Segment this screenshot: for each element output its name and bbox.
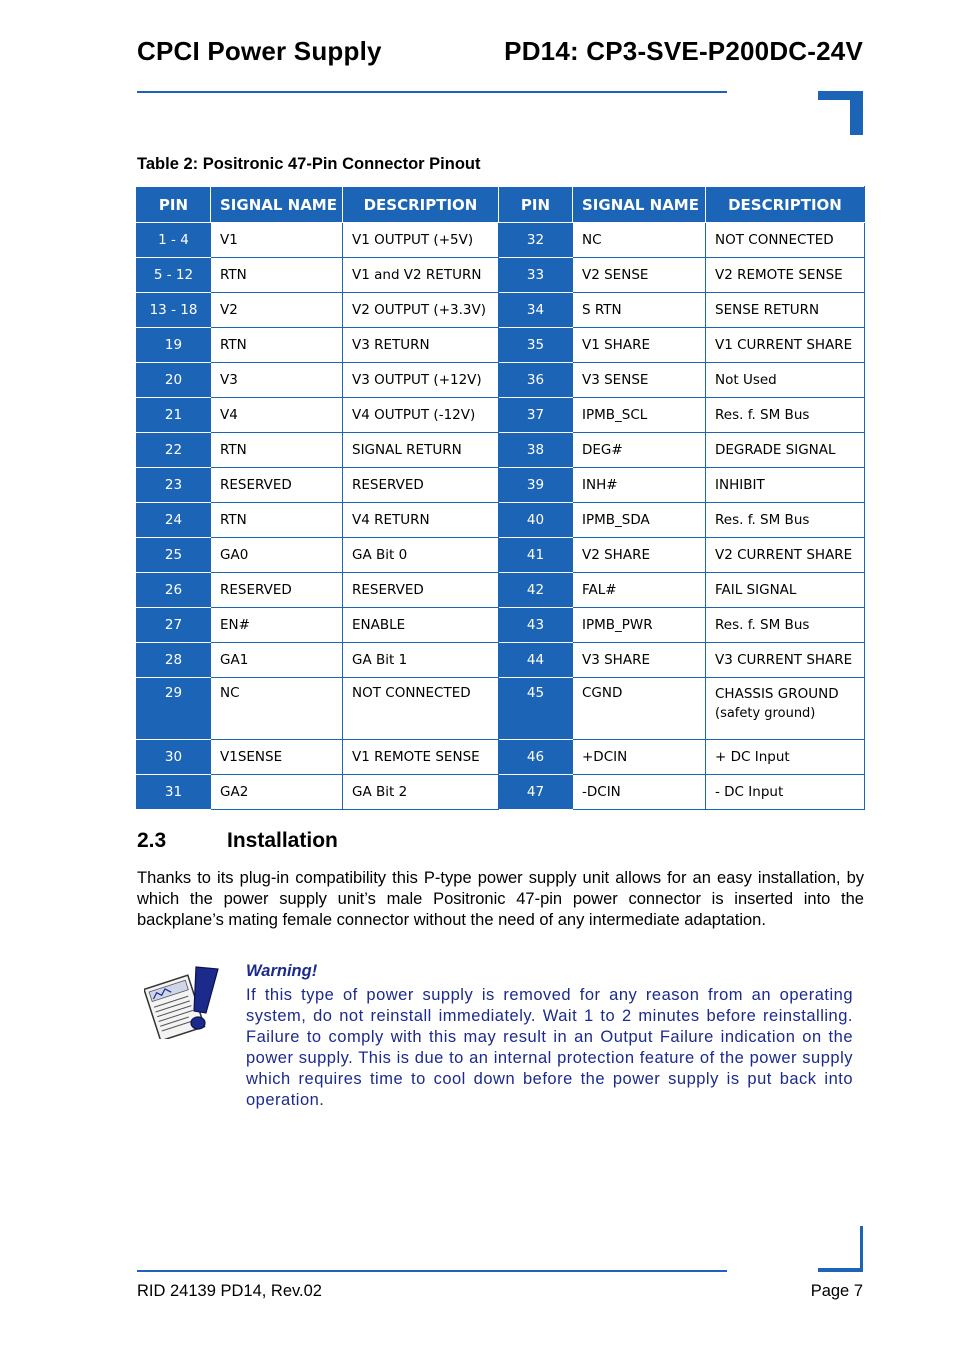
pin-cell: 5 - 12 [137, 258, 211, 293]
description-cell: Res. f. SM Bus [706, 398, 865, 433]
column-header: DESCRIPTION [343, 187, 499, 223]
pinout-table [136, 186, 865, 810]
signal-name-cell: V3 SENSE [573, 363, 706, 398]
corner-mark-bottom [818, 1268, 863, 1272]
pin-cell: 45 [499, 678, 573, 740]
description-cell: GA Bit 1 [343, 643, 499, 678]
table-row [137, 775, 865, 810]
description-cell [706, 678, 865, 740]
pin-cell: 32 [499, 223, 573, 258]
column-header: PIN [137, 187, 211, 223]
pin-cell: 26 [137, 573, 211, 608]
description-cell: SIGNAL RETURN [343, 433, 499, 468]
signal-name-cell: V1 SHARE [573, 328, 706, 363]
description-cell: V3 OUTPUT (+12V) [343, 363, 499, 398]
description-main: CHASSIS GROUND [715, 686, 839, 702]
pin-cell: 20 [137, 363, 211, 398]
signal-name-cell: DEG# [573, 433, 706, 468]
signal-name-cell: FAL# [573, 573, 706, 608]
pin-cell: 27 [137, 608, 211, 643]
table-row [137, 678, 865, 740]
pin-cell: 25 [137, 538, 211, 573]
header-rule [137, 91, 727, 93]
pin-cell: 29 [137, 678, 211, 740]
table-row [137, 433, 865, 468]
header-left-title: CPCI Power Supply [137, 36, 382, 66]
description-cell: V1 OUTPUT (+5V) [343, 223, 499, 258]
signal-name-cell: RTN [211, 433, 343, 468]
table-row [137, 468, 865, 503]
table-caption: Table 2: Positronic 47-Pin Connector Pinout [137, 155, 481, 173]
pin-cell: 39 [499, 468, 573, 503]
description-cell: NOT CONNECTED [343, 678, 499, 740]
description-cell: V2 CURRENT SHARE [706, 538, 865, 573]
pin-cell: 42 [499, 573, 573, 608]
pin-cell: 36 [499, 363, 573, 398]
table-row [137, 258, 865, 293]
description-note: (safety ground) [715, 706, 816, 721]
pin-cell: 23 [137, 468, 211, 503]
warning-document-icon [144, 963, 222, 1039]
table-row [137, 740, 865, 775]
signal-name-cell: GA2 [211, 775, 343, 810]
signal-name-cell: GA1 [211, 643, 343, 678]
signal-name-cell: CGND [573, 678, 706, 740]
pin-cell: 38 [499, 433, 573, 468]
pin-cell: 47 [499, 775, 573, 810]
table-row [137, 223, 865, 258]
column-header: SIGNAL NAME [211, 187, 343, 223]
footer-page-number: Page 7 [810, 1282, 863, 1300]
pin-cell: 41 [499, 538, 573, 573]
pin-cell: 46 [499, 740, 573, 775]
pin-cell: 31 [137, 775, 211, 810]
description-cell: V1 REMOTE SENSE [343, 740, 499, 775]
table-row [137, 608, 865, 643]
warning-title: Warning! [246, 962, 318, 980]
description-cell: Res. f. SM Bus [706, 503, 865, 538]
pin-cell: 21 [137, 398, 211, 433]
column-header: DESCRIPTION [706, 187, 865, 223]
signal-name-cell: V2 [211, 293, 343, 328]
signal-name-cell: V2 SENSE [573, 258, 706, 293]
pin-cell: 33 [499, 258, 573, 293]
table-header-row [137, 187, 865, 223]
description-cell: RESERVED [343, 573, 499, 608]
corner-mark-top-vertical [850, 91, 863, 135]
signal-name-cell: S RTN [573, 293, 706, 328]
description-cell: - DC Input [706, 775, 865, 810]
signal-name-cell: V1SENSE [211, 740, 343, 775]
table-row [137, 538, 865, 573]
description-cell: V1 and V2 RETURN [343, 258, 499, 293]
header-right-title: PD14: CP3-SVE-P200DC-24V [504, 36, 863, 66]
signal-name-cell: GA0 [211, 538, 343, 573]
warning-text: If this type of power supply is removed for any reason from an operating system, do not reinstall immediately. Wait 1 to 2 minutes before reinstalling. Failure to comply with this may result in an Output Failure indication on the power supply. This is due to an internal protection feature of the power supply which requires time to cool down before the power supply is put back into operation. [246, 986, 853, 1109]
description-cell: NOT CONNECTED [706, 223, 865, 258]
description-cell: INHIBIT [706, 468, 865, 503]
description-cell: ENABLE [343, 608, 499, 643]
signal-name-cell: V4 [211, 398, 343, 433]
table-row [137, 398, 865, 433]
pin-cell: 37 [499, 398, 573, 433]
pin-cell: 35 [499, 328, 573, 363]
signal-name-cell: NC [211, 678, 343, 740]
corner-mark-bottom-vertical [860, 1226, 863, 1272]
description-cell: GA Bit 2 [343, 775, 499, 810]
signal-name-cell: +DCIN [573, 740, 706, 775]
signal-name-cell: INH# [573, 468, 706, 503]
description-cell: V3 CURRENT SHARE [706, 643, 865, 678]
signal-name-cell: NC [573, 223, 706, 258]
signal-name-cell: RTN [211, 328, 343, 363]
pin-cell: 19 [137, 328, 211, 363]
description-cell: V1 CURRENT SHARE [706, 328, 865, 363]
table-row [137, 328, 865, 363]
description-cell: V4 OUTPUT (-12V) [343, 398, 499, 433]
installation-paragraph: Thanks to its plug-in compatibility this P-type power supply unit allows for an easy installation, by which the power supply unit’s male Positronic 47-pin power connector is inserted into the backplane’s mating female connector without the need of any intermediate adaptation. [137, 869, 864, 929]
pin-cell: 30 [137, 740, 211, 775]
signal-name-cell: RTN [211, 503, 343, 538]
pin-cell: 34 [499, 293, 573, 328]
table-row [137, 363, 865, 398]
description-cell: V4 RETURN [343, 503, 499, 538]
description-cell: DEGRADE SIGNAL [706, 433, 865, 468]
table-row [137, 573, 865, 608]
section-number: 2.3 [137, 829, 167, 852]
signal-name-cell: IPMB_SDA [573, 503, 706, 538]
description-cell: V3 RETURN [343, 328, 499, 363]
pin-cell: 43 [499, 608, 573, 643]
signal-name-cell: V1 [211, 223, 343, 258]
description-cell: V2 REMOTE SENSE [706, 258, 865, 293]
pin-cell: 28 [137, 643, 211, 678]
pin-cell: 40 [499, 503, 573, 538]
table-row [137, 503, 865, 538]
pin-cell: 13 - 18 [137, 293, 211, 328]
pin-cell: 24 [137, 503, 211, 538]
description-cell: Res. f. SM Bus [706, 608, 865, 643]
footer-rule [137, 1270, 727, 1272]
signal-name-cell: RESERVED [211, 573, 343, 608]
signal-name-cell: V2 SHARE [573, 538, 706, 573]
pin-cell: 22 [137, 433, 211, 468]
footer-document-id: RID 24139 PD14, Rev.02 [137, 1282, 322, 1300]
description-cell: SENSE RETURN [706, 293, 865, 328]
description-cell: RESERVED [343, 468, 499, 503]
signal-name-cell: RTN [211, 258, 343, 293]
description-cell: V2 OUTPUT (+3.3V) [343, 293, 499, 328]
column-header: SIGNAL NAME [573, 187, 706, 223]
description-cell: GA Bit 0 [343, 538, 499, 573]
pin-cell: 44 [499, 643, 573, 678]
column-header: PIN [499, 187, 573, 223]
table-row [137, 643, 865, 678]
signal-name-cell: RESERVED [211, 468, 343, 503]
table-row [137, 293, 865, 328]
description-cell: + DC Input [706, 740, 865, 775]
signal-name-cell: IPMB_PWR [573, 608, 706, 643]
signal-name-cell: EN# [211, 608, 343, 643]
signal-name-cell: IPMB_SCL [573, 398, 706, 433]
description-cell: FAIL SIGNAL [706, 573, 865, 608]
signal-name-cell: -DCIN [573, 775, 706, 810]
signal-name-cell: V3 SHARE [573, 643, 706, 678]
pin-cell: 1 - 4 [137, 223, 211, 258]
section-title: Installation [227, 829, 338, 852]
description-cell: Not Used [706, 363, 865, 398]
signal-name-cell: V3 [211, 363, 343, 398]
